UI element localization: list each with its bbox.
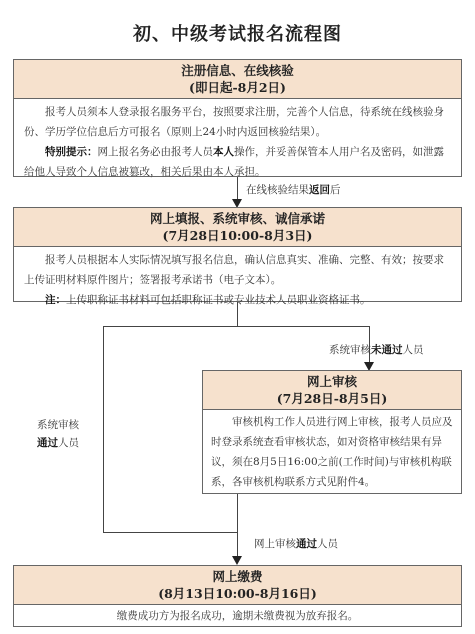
step-payment-text: 缴费成功方为报名成功，逾期未缴费视为放弃报名。	[116, 610, 359, 622]
step-register-box	[13, 59, 462, 177]
arrow-fail-label: 系统审核未通过人员	[329, 344, 424, 356]
branch-stem	[237, 302, 238, 326]
step-review-header	[203, 371, 461, 410]
step-submit-text: 报考人员根据本人实际情况填写报名信息，确认信息真实、准确、完整、有效；按要求上传证明材料原件图片；签署报考承诺书（电子文本）。	[24, 254, 444, 286]
step-payment-box	[13, 565, 462, 627]
step-register-tip	[24, 142, 451, 182]
step-payment-header	[14, 566, 461, 605]
tip-text-b: 操作，并妥善保管本人用户名及密码，如泄露给他人导致个人信息被篡改，相关后果由本人承担。	[24, 146, 444, 178]
tip-label: 特别提示：	[45, 146, 98, 158]
arrow-1-line	[237, 177, 238, 200]
step-payment-date: (8月13日10:00-8月16日)	[158, 586, 317, 601]
step-review-title: 网上审核	[306, 374, 357, 389]
step-review-body	[203, 410, 461, 494]
step-payment-title: 网上缴费	[212, 569, 263, 584]
left-branch-bottom	[103, 532, 237, 533]
step-review-box	[202, 370, 462, 494]
tip-text-a: 网上报名务必由报考人员	[97, 146, 213, 158]
step-review-text: 审核机构工作人员进行网上审核，报考人员应及时登录系统查看审核状态，如对资格审核结果有异议，须在8月5日16:00之前(工作时间)与审核机构联系，各审核机构联系方式见附件4。	[211, 416, 453, 488]
step-register-title: 注册信息、在线核验	[181, 63, 294, 78]
step-submit-box	[13, 207, 462, 306]
arrow-3-head	[232, 556, 242, 565]
step-submit-title: 网上填报、系统审核、诚信承诺	[149, 211, 325, 226]
step-register-body	[14, 99, 461, 184]
arrow-pass-left-label: 系统审核 通过人员	[37, 419, 79, 449]
arrow-3-line	[237, 494, 238, 557]
page-title: 初、中级考试报名流程图	[133, 24, 342, 45]
step-submit-header	[14, 208, 461, 247]
note-text: 上传职称证书材料可包括职称证书或专业技术人员职业资格证书。	[66, 294, 371, 306]
tip-bold: 本人	[213, 146, 234, 158]
step-payment-body	[14, 605, 461, 627]
arrow-1-label: 在线核验结果返回后	[246, 184, 341, 196]
step-register-date: (即日起-8月2日)	[189, 80, 286, 95]
branch-horizontal	[103, 326, 370, 327]
step-submit-date: (7月28日10:00-8月3日)	[162, 228, 313, 243]
step-register-header	[14, 60, 461, 99]
step-review-date: (7月28日-8月5日)	[276, 391, 388, 406]
note-label: 注：	[45, 294, 66, 306]
step-register-text: 报考人员须本人登录报名服务平台，按照要求注册，完善个人信息，待系统在线核验身份、学历学位信息后方可报名（原则上24小时内返回核验结果）。	[24, 106, 444, 138]
arrow-3-label: 网上审核通过人员	[254, 538, 338, 550]
left-branch-line	[103, 326, 104, 532]
